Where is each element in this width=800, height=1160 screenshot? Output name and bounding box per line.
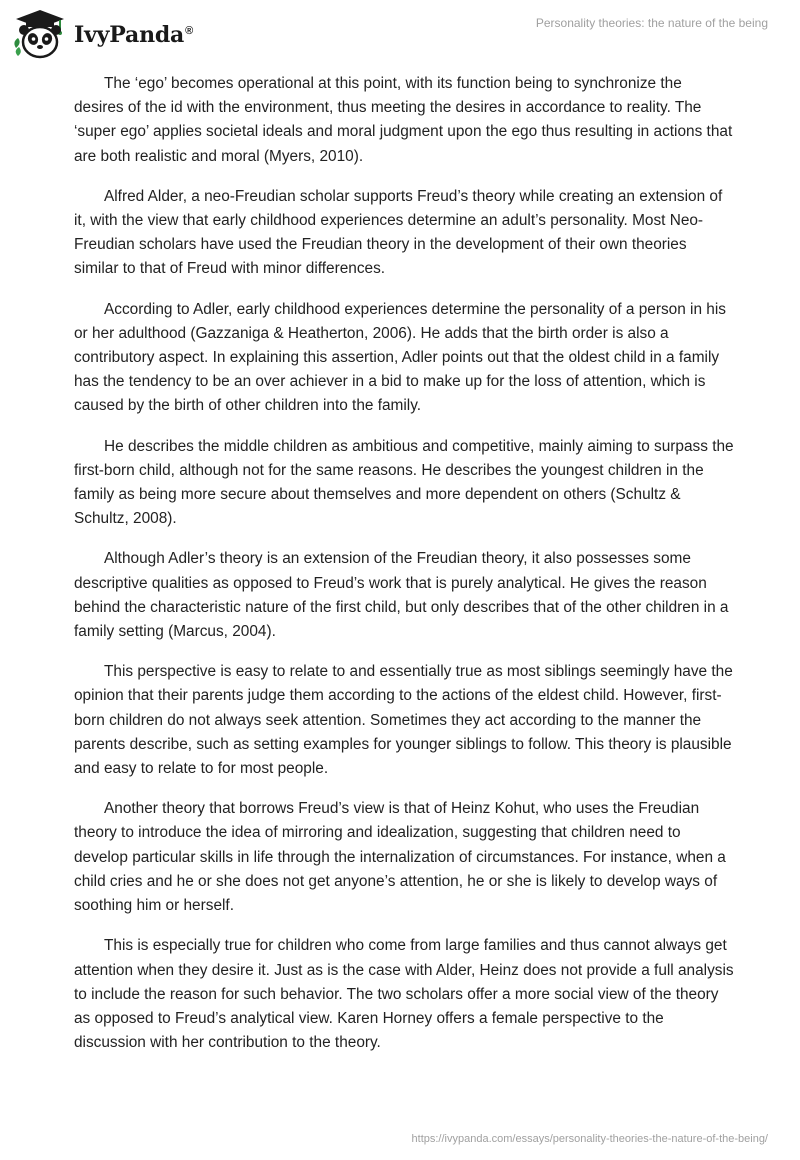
source-url[interactable]: https://ivypanda.com/essays/personality-theories-the-nature-of-the-being/ [411, 1133, 768, 1145]
paragraph: According to Adler, early childhood experiences determine the personality of a person in his or her adulthood (Gazzaniga & Heatherton, 2006). He adds that the birth order is also a contributory aspect. In explaining this assertion, Adler points out that the oldest child in a family has the tendency to be an over achiever in a bid to make up for the loss of attention, which is caused by the birth of other children into the family. [74, 300, 726, 415]
page-header [0, 0, 800, 70]
paragraph: He describes the middle children as ambitious and competitive, mainly aiming to surpass the first-born child, although not for the same reasons. He describes the youngest children in the family as being more secure about themselves and more dependent on others (Schultz & Schultz, 2008). [74, 437, 734, 528]
paragraph: Alfred Alder, a neo-Freudian scholar supports Freud’s theory while creating an extension of it, with the view that early childhood experiences determine an adult’s personality. Most Neo-Freudian scholars have used the Freudian theory in the development of their own theories similar to that of Freud with minor differences. [74, 187, 723, 278]
essay-body [74, 72, 734, 1071]
paragraph: Although Adler’s theory is an extension of the Freudian theory, it also possesses some descriptive qualities as opposed to Freud’s work that is purely analytical. He gives the reason behind the characteristic nature of the first child, but only describes that of the other children in a family setting (Marcus, 2004). [74, 550, 729, 641]
document-title: Personality theories: the nature of the being [535, 16, 768, 30]
paragraph: This is especially true for children who come from large families and thus cannot always get attention when they desire it. Just as is the case with Alder, Heinz does not provide a full analysis to include the reason for such behavior. The two scholars offer a more social view of the theory as opposed to Freud’s analytical view. Karen Horney offers a female perspective to the discussion with her contribution to the theory. [74, 937, 734, 1052]
brand-name: IvyPanda® [74, 22, 194, 48]
panda-graduation-cap-icon [12, 8, 68, 60]
paragraph: The ‘ego’ becomes operational at this point, with its function being to synchronize the desires of the id with the environment, thus meeting the desires in accordance to reality. The ‘super ego’ applies societal ideals and moral judgment upon the ego thus resulting in actions that are both realistic and moral (Myers, 2010). [74, 75, 733, 165]
ivypanda-logo[interactable] [12, 8, 193, 60]
paragraph: Another theory that borrows Freud’s view is that of Heinz Kohut, who uses the Freudian theory to introduce the idea of mirroring and idealization, suggesting that children need to develop particular skills in life through the internalization of circumstances. For instance, when a child cries and he or she does not get anyone’s attention, he or she is likely to develop ways of soothing him or herself. [74, 800, 726, 915]
registered-mark: ® [185, 24, 194, 37]
paragraph: This perspective is easy to relate to and essentially true as most siblings seemingly have the opinion that their parents judge them according to the actions of the eldest child. However, first-born children do not always seek attention. Sometimes they act according to the manner the parents describe, such as setting examples for younger siblings to follow. This theory is plausible and easy to relate to for most people. [74, 663, 733, 778]
